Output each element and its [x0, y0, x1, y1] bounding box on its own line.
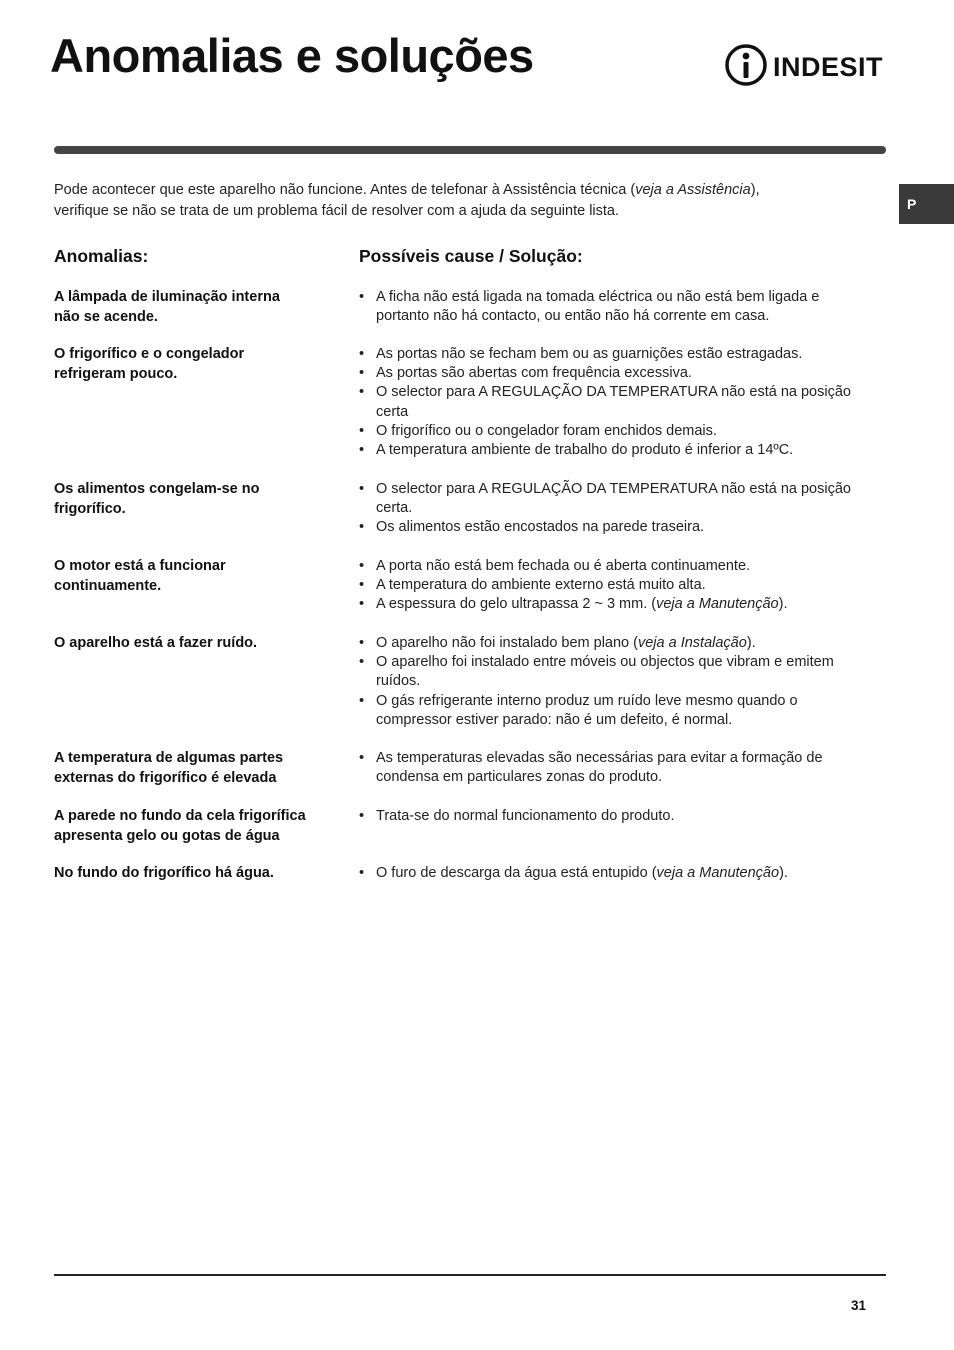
solution-reference: veja a Manutenção	[656, 596, 779, 613]
anomaly-water-bottom	[54, 864, 346, 884]
solution-text: A espessura do gelo ultrapassa 2 ~ 3 mm. (	[376, 596, 657, 613]
anomaly-back-wall-ice	[54, 807, 346, 846]
solution-reference: veja a Manutenção	[656, 865, 780, 881]
anomaly-line: O motor está a funcionar	[54, 558, 226, 574]
anomaly-line: A temperatura de algumas partes	[54, 750, 284, 766]
solution-item	[359, 634, 859, 653]
svg-text:INDESIT: INDESIT	[773, 52, 884, 82]
anomaly-line: No fundo do frigorífico há água.	[54, 865, 274, 881]
solution-item	[359, 864, 859, 883]
anomaly-line: apresenta gelo ou gotas de água	[54, 827, 280, 844]
solution-item: • A temperatura ambiente de trabalho do produto é inferior a 14ºC.	[359, 441, 859, 460]
anomaly-noise	[54, 634, 346, 654]
language-tab	[899, 184, 954, 224]
solutions-water-bottom	[359, 864, 859, 883]
solution-item: • Os alimentos estão encostados na parede traseira.	[359, 518, 859, 537]
solutions-motor-running	[359, 557, 859, 615]
solution-item: • As portas não se fecham bem ou as guarnições estão estragadas.	[359, 345, 859, 364]
solutions-noise	[359, 634, 859, 730]
anomaly-line: não se acende.	[54, 308, 158, 325]
header-rule	[54, 146, 886, 154]
causes-heading: Possíveis cause / Solução:	[359, 246, 583, 266]
intro-text-1: Pode acontecer que este aparelho não funcione. Antes de telefonar à Assistência técnica (	[54, 182, 636, 198]
anomaly-lamp	[54, 288, 346, 327]
solution-item: • A porta não está bem fechada ou é aberta continuamente.	[359, 557, 859, 576]
solutions-lamp	[359, 288, 859, 326]
indesit-logo	[724, 42, 888, 88]
solution-text-end: ).	[778, 596, 788, 613]
solution-item: • O frigorífico ou o congelador foram enchidos demais.	[359, 422, 859, 441]
solution-text: O furo de descarga da água está entupido (	[376, 865, 657, 881]
page-number: 31	[851, 1298, 867, 1313]
solution-item: • O selector para A REGULAÇÃO DA TEMPERATURA não está na posição certa	[359, 383, 859, 421]
footer-rule	[54, 1274, 886, 1276]
anomaly-line: A lâmpada de iluminação interna	[54, 289, 280, 305]
solution-item: • As portas são abertas com frequência excessiva.	[359, 364, 859, 383]
anomaly-line: externas do frigorífico é elevada	[54, 769, 277, 786]
solutions-food-freezing	[359, 480, 859, 538]
solutions-external-temperature	[359, 749, 859, 787]
anomaly-external-temperature	[54, 749, 346, 788]
solution-item: • Trata-se do normal funcionamento do produto.	[359, 807, 859, 826]
solution-item: • O selector para A REGULAÇÃO DA TEMPERATURA não está na posição certa.	[359, 480, 859, 518]
solution-item: • As temperaturas elevadas são necessárias para evitar a formação de condensa em particulares zonas do produto.	[359, 749, 859, 787]
solution-reference: veja a Instalação	[637, 635, 747, 651]
solutions-low-cooling	[359, 345, 859, 460]
anomaly-line: frigorífico.	[54, 500, 126, 517]
anomaly-low-cooling	[54, 345, 346, 384]
solution-text-end: ).	[746, 635, 756, 651]
solution-item: • O gás refrigerante interno produz um ruído leve mesmo quando o compressor estiver parado: não é um defeito, é normal.	[359, 692, 859, 730]
solution-item	[359, 595, 859, 614]
language-tab-label: P	[907, 196, 917, 212]
anomaly-line: O frigorífico e o congelador	[54, 346, 245, 362]
solutions-back-wall-ice	[359, 807, 859, 826]
solution-item: • O aparelho foi instalado entre móveis ou objectos que vibram e emitem ruídos.	[359, 653, 859, 691]
anomaly-line: refrigeram pouco.	[54, 365, 178, 382]
intro-paragraph	[54, 180, 854, 222]
page-title: Anomalias e soluções	[50, 29, 534, 82]
solution-item: • A temperatura do ambiente externo está muito alta.	[359, 576, 859, 595]
anomaly-line: Os alimentos congelam-se no	[54, 481, 260, 497]
intro-text-1-end: ),	[750, 182, 760, 198]
anomaly-motor-running	[54, 557, 346, 596]
anomalies-heading: Anomalias:	[54, 246, 149, 266]
intro-text-2: verifique se não se trata de um problema fácil de resolver com a ajuda da seguinte lista.	[54, 203, 620, 219]
anomaly-food-freezing	[54, 480, 346, 519]
anomaly-line: O aparelho está a fazer ruído.	[54, 635, 258, 651]
anomaly-line: continuamente.	[54, 577, 162, 594]
intro-reference: veja a Assistência	[635, 182, 751, 198]
solution-text-end: ).	[779, 865, 788, 881]
solution-item: • A ficha não está ligada na tomada eléctrica ou não está bem ligada e portanto não há contacto, ou então não há corrente em casa.	[359, 288, 859, 326]
solution-text: O aparelho não foi instalado bem plano (	[376, 635, 638, 651]
anomaly-line: A parede no fundo da cela frigorífica	[54, 808, 306, 824]
